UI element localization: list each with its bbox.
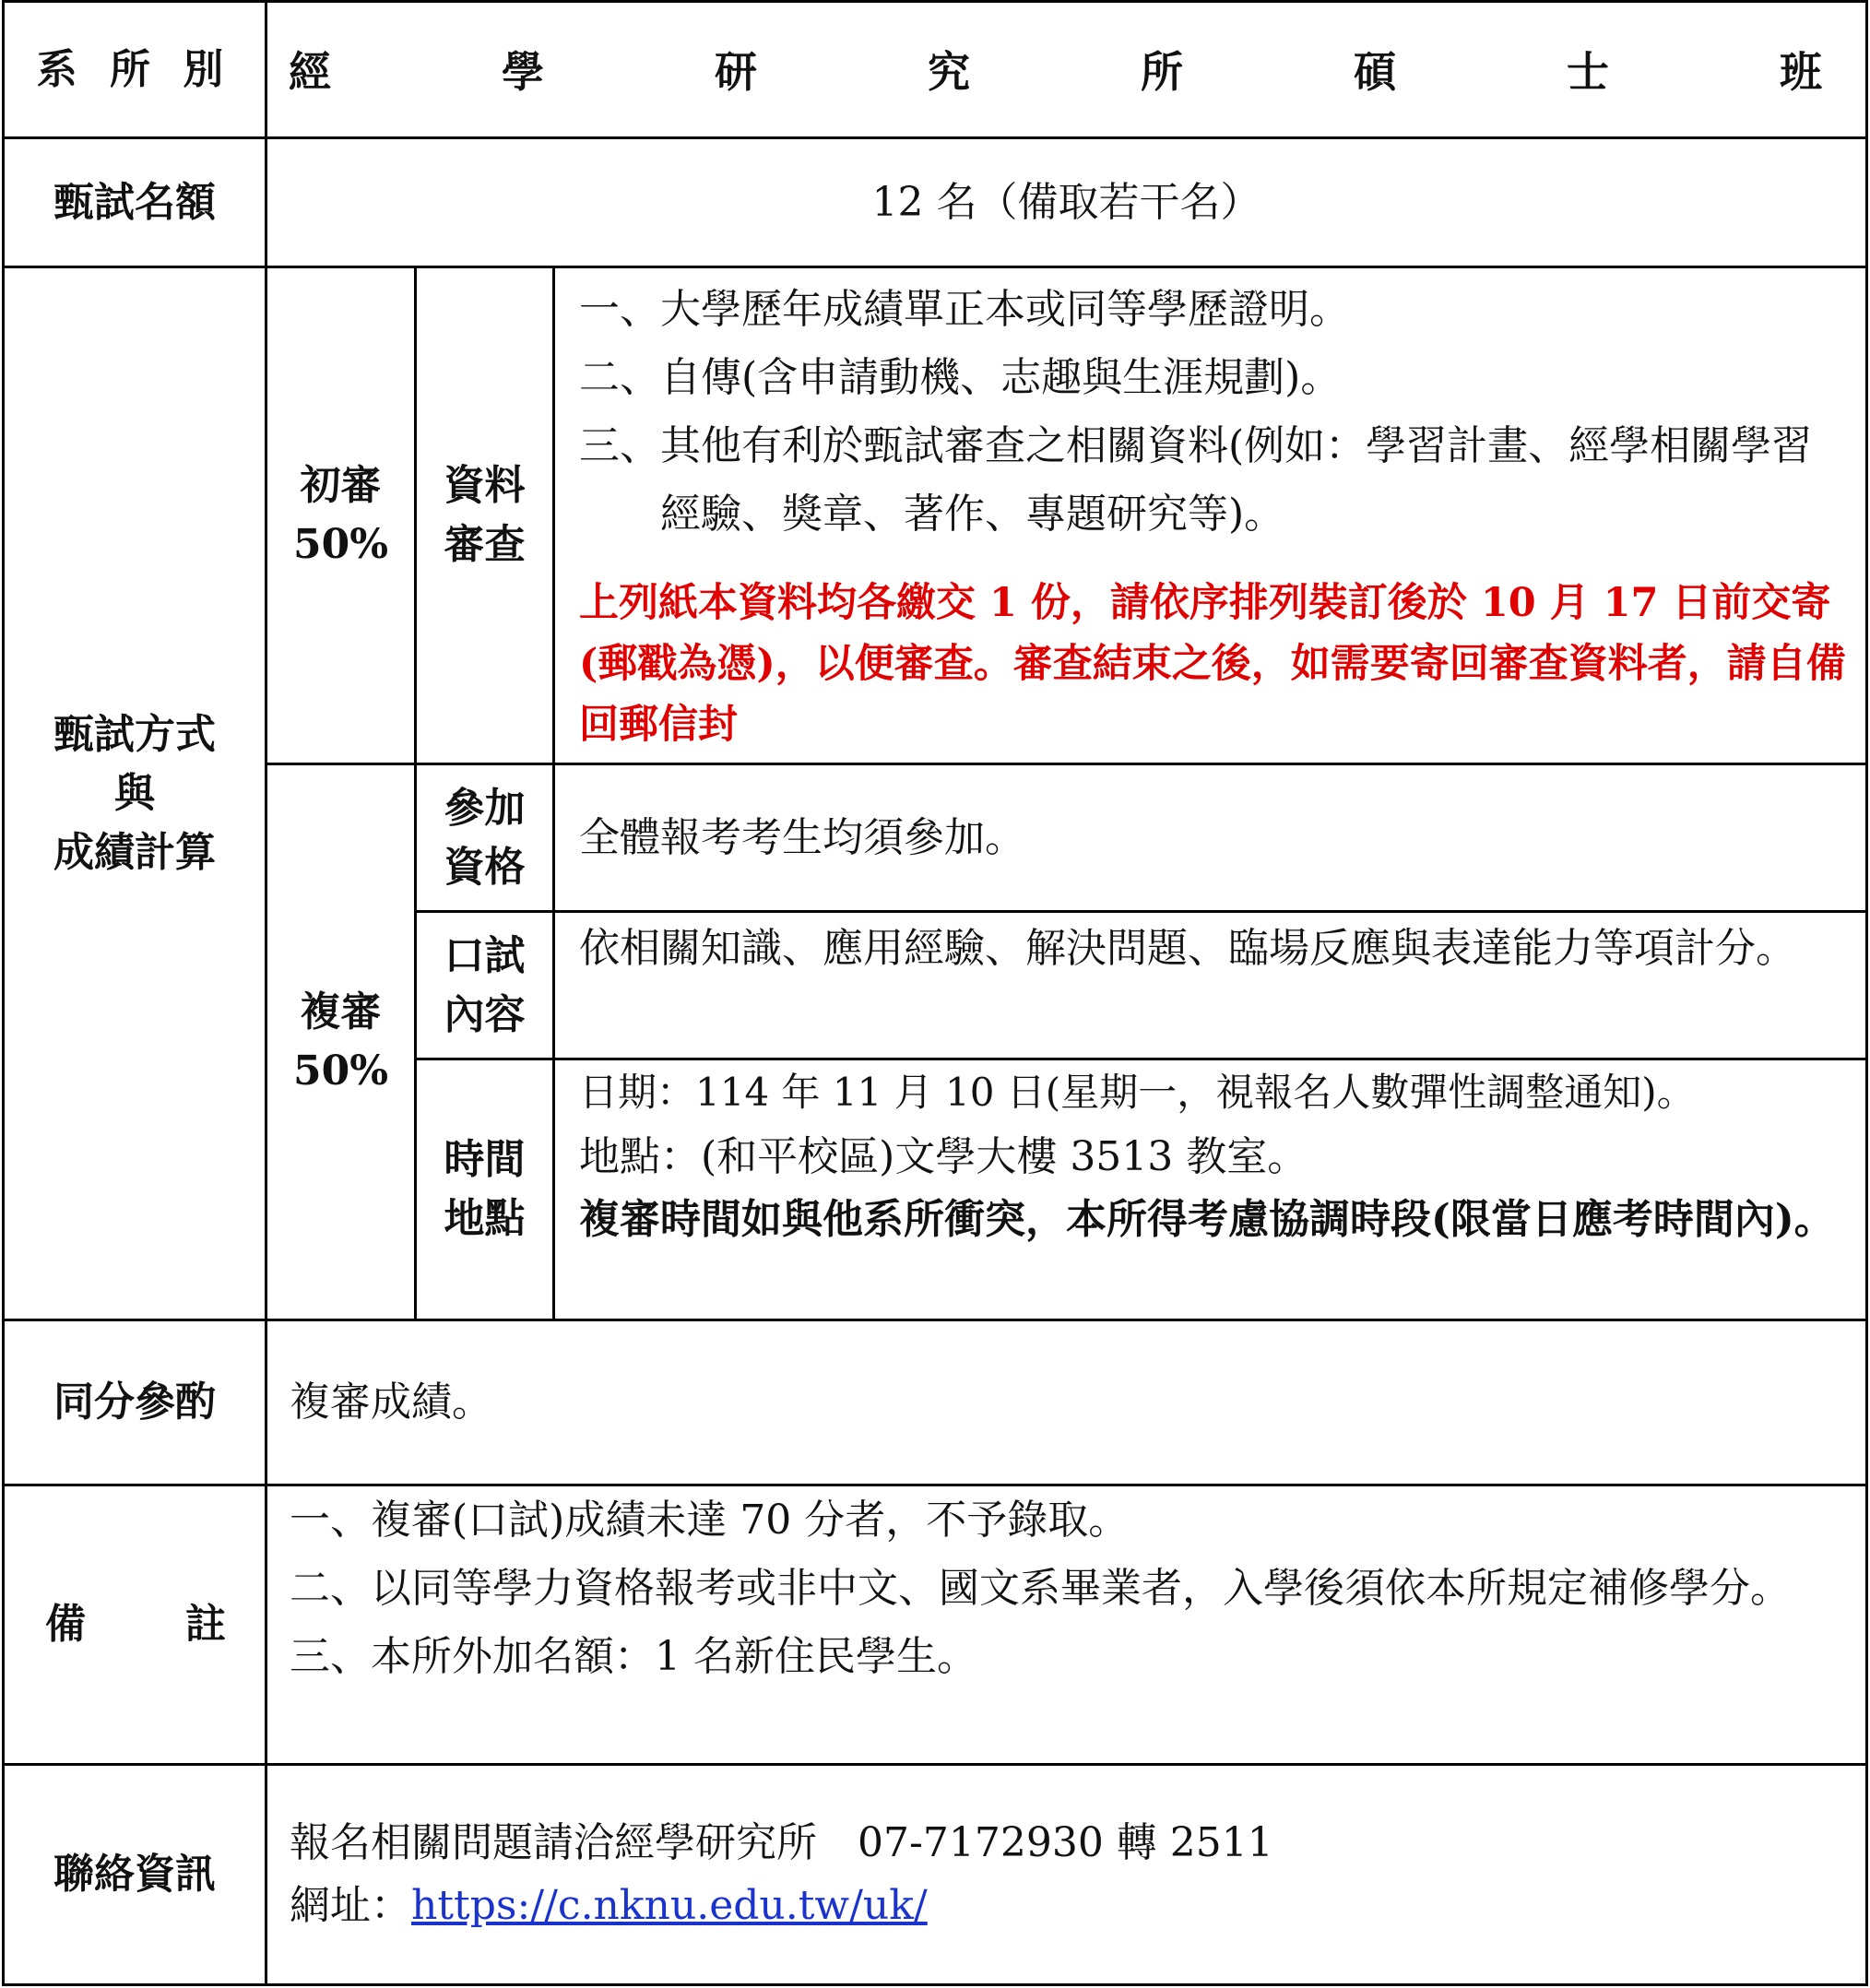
- dept-name-char: 研: [715, 47, 757, 97]
- dept-name-char: 學: [502, 47, 544, 97]
- time-place-content-cell: [555, 1060, 1865, 1319]
- dept-name-char: 所: [1141, 47, 1183, 97]
- remarks-content-cell: [267, 1486, 1865, 1763]
- interview-place: 地點：(和平校區)文學大樓 3513 教室。: [579, 1133, 1308, 1180]
- interview-content-cell: [555, 913, 1865, 1058]
- eligibility-label-cell: [417, 765, 552, 910]
- contact-phone-line: 報名相關問題請洽經學研究所 07-7172930 轉 2511: [290, 1819, 1273, 1866]
- remark-number: 二、: [290, 1565, 371, 1612]
- interview-conflict-note: 複審時間如與他系所衝突，本所得考慮協調時段(限當日應考時間內)。: [579, 1196, 1835, 1243]
- dept-label: 系 所 別: [36, 45, 233, 93]
- dept-name-char: 究: [928, 47, 970, 97]
- contact-label: 聯絡資訊: [53, 1851, 216, 1898]
- contact-label-cell: [5, 1766, 265, 1983]
- table-border-right: [1865, 0, 1868, 1986]
- contact-url-link[interactable]: https://c.nknu.edu.tw/uk/: [411, 1882, 928, 1929]
- interview-label-cell: [417, 913, 552, 1058]
- first-review-label-cell: [267, 268, 414, 763]
- remark-item: [290, 1555, 1849, 1623]
- dept-name-char: 經: [289, 47, 331, 97]
- time-place-label-cell: [417, 1060, 552, 1319]
- remark-number: 一、: [290, 1497, 371, 1544]
- tiebreak-label: 同分參酌: [53, 1379, 216, 1426]
- doc-review-label-line: 審查: [444, 521, 526, 568]
- method-label-line: 甄試方式: [53, 710, 216, 758]
- quota-label-cell: [5, 139, 265, 266]
- remarks-label-cell: [5, 1486, 265, 1763]
- remark-number: 三、: [290, 1633, 371, 1680]
- remarks-label-char: 註: [185, 1601, 226, 1648]
- first-review-weight: 50%: [292, 521, 389, 568]
- contact-url-line: [290, 1875, 1865, 1937]
- table-border-bottom: [2, 1983, 1868, 1986]
- time-place-label-line: 地點: [444, 1195, 526, 1242]
- doc-item-number: 三、: [579, 422, 660, 469]
- doc-item-text: 大學歷年成績單正本或同等學歷證明。: [660, 286, 1350, 333]
- eligibility-label-line: 資格: [444, 843, 526, 891]
- eligibility-content-cell: [555, 765, 1865, 910]
- contact-content-cell: [267, 1766, 1865, 1983]
- doc-item: [579, 276, 1849, 344]
- quota-label: 甄試名額: [53, 178, 216, 226]
- remark-item: [290, 1623, 1849, 1691]
- doc-item-number: 二、: [579, 354, 660, 401]
- doc-item-text: 其他有利於甄試審查之相關資料(例如：學習計畫、經學相關學習經驗、獎章、著作、專題研究等)。: [660, 422, 1813, 538]
- remark-text: 複審(口試)成績未達 70 分者，不予錄取。: [371, 1497, 1130, 1544]
- doc-review-content-cell: [555, 268, 1865, 763]
- dept-name-char: 班: [1780, 47, 1822, 97]
- tiebreak-value-cell: [267, 1321, 1865, 1484]
- contact-url-prefix: 網址：: [290, 1882, 411, 1929]
- time-place-label-line: 時間: [444, 1136, 526, 1183]
- dept-name-char: 士: [1567, 47, 1609, 97]
- dept-label-cell: [5, 3, 265, 136]
- table-border-top: [2, 0, 1868, 3]
- remark-item: [290, 1486, 1849, 1555]
- doc-review-label-cell: [417, 268, 552, 763]
- method-label-line: 與: [114, 769, 155, 817]
- doc-item-number: 一、: [579, 286, 660, 333]
- eligibility-text: 全體報考考生均須參加。: [579, 813, 1025, 861]
- second-review-label-cell: [267, 765, 414, 1319]
- remark-text: 以同等學力資格報考或非中文、國文系畢業者，入學後須依本所規定補修學分。: [371, 1565, 1791, 1612]
- remarks-label-char: 備: [45, 1601, 86, 1648]
- interview-date: 日期：114 年 11 月 10 日(星期一，視報名人數彈性調整通知)。: [579, 1070, 1696, 1115]
- doc-item: [579, 344, 1849, 412]
- quota-value: 12 名（備取若干名）: [871, 178, 1261, 226]
- dept-name-char: 碩: [1354, 47, 1396, 97]
- method-label-line: 成績計算: [53, 828, 216, 876]
- interview-label-line: 內容: [444, 990, 526, 1038]
- submission-notice: 上列紙本資料均各繳交 1 份，請依序排列裝訂後於 10 月 17 日前交寄(郵戳為憑)，以便審查。審查結束之後，如需要寄回審查資料者，請自備回郵信封: [579, 580, 1846, 748]
- second-review-weight: 50%: [292, 1047, 389, 1095]
- tiebreak-value: 複審成績。: [290, 1379, 492, 1426]
- first-review-label: 初審: [300, 462, 382, 509]
- doc-item: [579, 412, 1849, 549]
- method-label-cell: [5, 268, 265, 1319]
- interview-label-line: 口試: [444, 931, 526, 979]
- quota-value-cell: [267, 139, 1865, 266]
- remark-text: 本所外加名額：1 名新住民學生。: [371, 1633, 977, 1680]
- tiebreak-label-cell: [5, 1321, 265, 1484]
- interview-text: 依相關知識、應用經驗、解決問題、臨場反應與表達能力等項計分。: [579, 925, 1796, 972]
- eligibility-label-line: 參加: [444, 784, 526, 832]
- second-review-label: 複審: [300, 988, 382, 1035]
- doc-review-label-line: 資料: [444, 462, 526, 509]
- doc-item-text: 自傳(含申請動機、志趣與生涯規劃)。: [660, 354, 1342, 401]
